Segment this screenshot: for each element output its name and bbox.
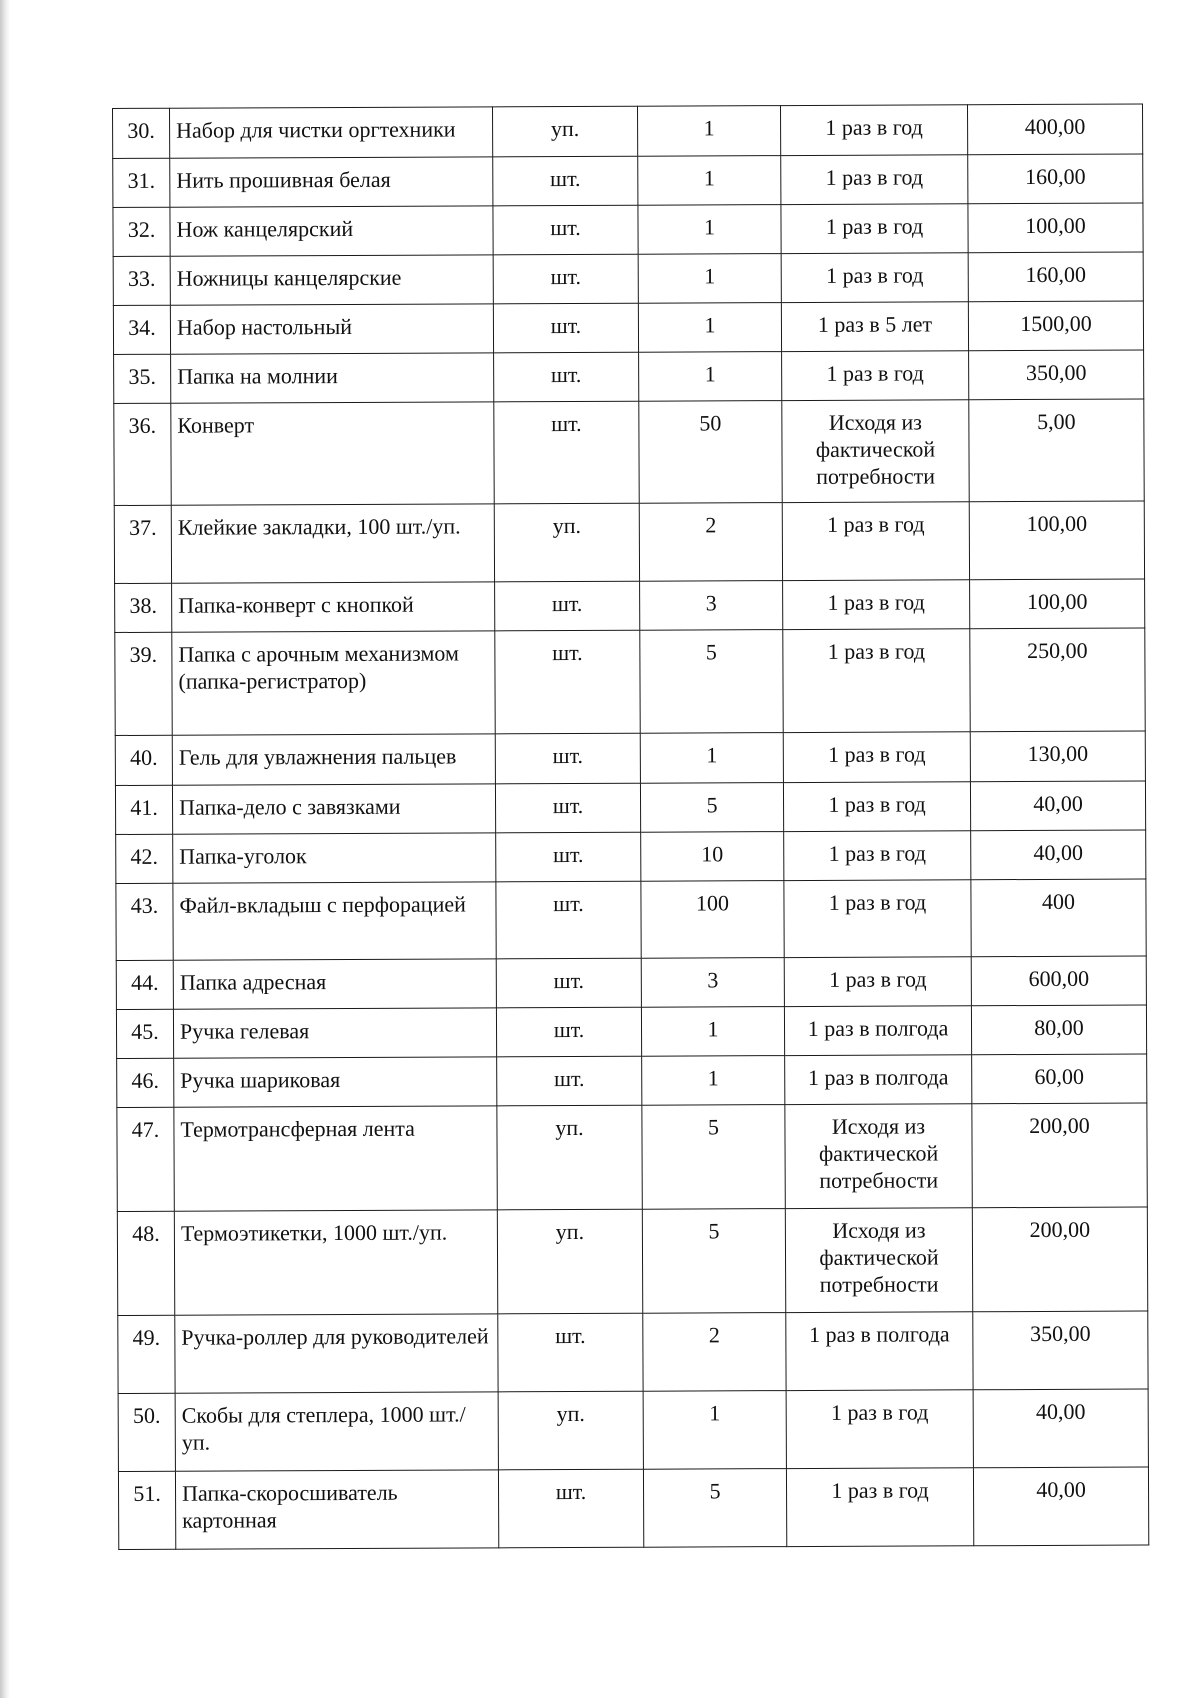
- row-number: 41.: [115, 785, 172, 834]
- unit-price: 60,00: [972, 1054, 1147, 1104]
- item-name: Папка-дело с завязками: [172, 784, 495, 834]
- unit-of-measure: шт.: [495, 630, 640, 734]
- replacement-frequency: 1 раз в год: [786, 1390, 973, 1469]
- row-number: 46.: [117, 1058, 174, 1107]
- replacement-frequency: 1 раз в год: [782, 502, 969, 581]
- item-name: Конверт: [171, 402, 494, 505]
- unit-of-measure: уп.: [494, 503, 639, 582]
- unit-of-measure: шт.: [496, 881, 641, 959]
- unit-of-measure: шт.: [495, 783, 640, 833]
- item-name: Ручка-роллер для руководителей: [175, 1314, 498, 1393]
- unit-price: 600,00: [971, 956, 1146, 1006]
- replacement-frequency: 1 раз в год: [780, 105, 967, 156]
- item-name: Нож канцелярский: [170, 206, 493, 256]
- replacement-frequency: Исходя из фактической потребности: [785, 1104, 972, 1209]
- item-name: Гель для увлажнения пальцев: [172, 734, 495, 785]
- item-name: Нить прошивная белая: [170, 157, 493, 207]
- table-row: [117, 1207, 1147, 1315]
- row-number: 45.: [116, 1009, 173, 1058]
- item-name: Папка с арочным механизмом (папка-регистратор): [172, 631, 495, 735]
- unit-price: 5,00: [969, 399, 1144, 502]
- table-row: [118, 1389, 1148, 1471]
- row-number: 34.: [113, 305, 170, 354]
- item-name: Ручка шариковая: [174, 1057, 497, 1107]
- unit-of-measure: шт.: [493, 205, 638, 255]
- table-row: [117, 1054, 1147, 1107]
- row-number: 44.: [116, 960, 173, 1009]
- row-number: 42.: [116, 834, 173, 883]
- replacement-frequency: 1 раз в год: [786, 1468, 973, 1547]
- scan-shadow-edge: [0, 0, 10, 1698]
- quantity: 3: [641, 958, 784, 1008]
- quantity: 2: [643, 1313, 786, 1392]
- replacement-frequency: Исходя из фактической потребности: [785, 1208, 972, 1313]
- replacement-frequency: 1 раз в полгода: [785, 1055, 972, 1105]
- replacement-frequency: 1 раз в год: [781, 204, 968, 254]
- row-number: 37.: [114, 505, 171, 583]
- unit-price: 40,00: [973, 1467, 1148, 1546]
- quantity: 1: [641, 1007, 784, 1057]
- unit-price: 350,00: [969, 350, 1144, 400]
- replacement-frequency: 1 раз в год: [781, 253, 968, 303]
- unit-of-measure: шт.: [498, 1469, 643, 1548]
- quantity: 100: [641, 881, 784, 959]
- quantity: 5: [640, 630, 783, 734]
- table-row: [113, 154, 1143, 207]
- unit-price: 40,00: [973, 1389, 1148, 1468]
- unit-price: 250,00: [970, 628, 1145, 732]
- quantity: 5: [642, 1209, 785, 1314]
- replacement-frequency: 1 раз в год: [783, 782, 970, 832]
- replacement-frequency: 1 раз в 5 лет: [781, 302, 968, 352]
- row-number: 35.: [114, 354, 171, 403]
- replacement-frequency: Исходя из фактической потребности: [782, 400, 969, 503]
- table-row: [116, 879, 1146, 960]
- item-name: Папка-скоросшиватель картонная: [175, 1470, 498, 1549]
- unit-price: 40,00: [971, 830, 1146, 880]
- table-row: [113, 104, 1143, 158]
- unit-of-measure: шт.: [493, 156, 638, 206]
- supplies-table-body: [113, 104, 1149, 1549]
- unit-price: 1500,00: [968, 301, 1143, 351]
- quantity: 50: [639, 401, 782, 504]
- unit-price: 200,00: [972, 1103, 1147, 1208]
- row-number: 31.: [113, 158, 170, 207]
- unit-of-measure: шт.: [496, 958, 641, 1008]
- table-row: [115, 628, 1145, 735]
- replacement-frequency: 1 раз в год: [784, 831, 971, 881]
- unit-price: 80,00: [971, 1005, 1146, 1055]
- replacement-frequency: 1 раз в год: [784, 957, 971, 1007]
- unit-price: 130,00: [970, 731, 1145, 782]
- unit-price: 100,00: [970, 579, 1145, 629]
- unit-of-measure: шт.: [493, 254, 638, 304]
- item-name: Файл-вкладыш с перфорацией: [173, 882, 496, 960]
- table-row: [117, 1103, 1147, 1211]
- row-number: 33.: [113, 256, 170, 305]
- unit-price: 40,00: [970, 781, 1145, 831]
- quantity: 1: [638, 254, 781, 304]
- item-name: Ножницы канцелярские: [170, 255, 493, 305]
- unit-of-measure: уп.: [492, 106, 637, 157]
- table-row: [115, 781, 1145, 834]
- unit-price: 100,00: [969, 501, 1144, 580]
- supplies-table: [112, 104, 1149, 1550]
- item-name: Клейкие закладки, 100 шт./уп.: [171, 504, 494, 583]
- table-row: [118, 1467, 1148, 1549]
- row-number: 51.: [118, 1471, 175, 1549]
- quantity: 5: [643, 1469, 786, 1548]
- quantity: 10: [641, 832, 784, 882]
- unit-price: 350,00: [973, 1311, 1148, 1390]
- unit-of-measure: шт.: [498, 1313, 643, 1392]
- replacement-frequency: 1 раз в год: [782, 351, 969, 401]
- row-number: 50.: [118, 1393, 175, 1471]
- quantity: 1: [642, 1056, 785, 1106]
- quantity: 5: [640, 783, 783, 833]
- unit-of-measure: уп.: [497, 1105, 642, 1210]
- unit-of-measure: шт.: [494, 401, 639, 504]
- quantity: 1: [639, 352, 782, 402]
- table-row: [118, 1311, 1148, 1393]
- table-row: [113, 203, 1143, 256]
- table-row: [113, 252, 1143, 305]
- quantity: 3: [640, 581, 783, 631]
- replacement-frequency: 1 раз в полгода: [784, 1006, 971, 1056]
- replacement-frequency: 1 раз в полгода: [786, 1312, 973, 1391]
- item-name: Ручка гелевая: [173, 1008, 496, 1058]
- table-row: [116, 1005, 1146, 1058]
- row-number: 48.: [117, 1211, 174, 1315]
- item-name: Набор для чистки оргтехники: [170, 107, 493, 158]
- unit-of-measure: шт.: [495, 581, 640, 631]
- replacement-frequency: 1 раз в год: [783, 629, 970, 733]
- unit-of-measure: шт.: [493, 303, 638, 353]
- quantity: 1: [643, 1391, 786, 1470]
- item-name: Термоэтикетки, 1000 шт./уп.: [174, 1210, 497, 1315]
- unit-price: 160,00: [968, 252, 1143, 302]
- row-number: 40.: [115, 735, 172, 785]
- table-row: [114, 399, 1144, 505]
- unit-of-measure: уп.: [498, 1391, 643, 1470]
- row-number: 47.: [117, 1107, 174, 1211]
- quantity: 1: [638, 156, 781, 206]
- quantity: 2: [639, 503, 782, 582]
- table-row: [113, 301, 1143, 354]
- table-row: [116, 830, 1146, 883]
- unit-of-measure: шт.: [496, 832, 641, 882]
- item-name: Скобы для степлера, 1000 шт./уп.: [175, 1392, 498, 1471]
- quantity: 1: [637, 106, 780, 157]
- replacement-frequency: 1 раз в год: [783, 580, 970, 630]
- item-name: Папка на молнии: [171, 353, 494, 403]
- quantity: 1: [638, 205, 781, 255]
- row-number: 38.: [115, 583, 172, 632]
- row-number: 36.: [114, 403, 171, 505]
- quantity: 1: [640, 733, 783, 784]
- unit-price: 160,00: [968, 154, 1143, 204]
- unit-of-measure: шт.: [494, 352, 639, 402]
- unit-of-measure: шт.: [495, 733, 640, 784]
- unit-of-measure: шт.: [496, 1007, 641, 1057]
- document-page: [112, 104, 1148, 1550]
- item-name: Папка-конверт с кнопкой: [172, 582, 495, 632]
- quantity: 1: [638, 303, 781, 353]
- replacement-frequency: 1 раз в год: [784, 880, 971, 958]
- quantity: 5: [642, 1105, 785, 1210]
- unit-price: 200,00: [972, 1207, 1147, 1312]
- table-row: [114, 501, 1144, 583]
- unit-price: 400,00: [967, 104, 1142, 155]
- row-number: 32.: [113, 207, 170, 256]
- unit-of-measure: уп.: [497, 1209, 642, 1314]
- row-number: 43.: [116, 883, 173, 960]
- row-number: 49.: [118, 1315, 175, 1393]
- table-row: [114, 350, 1144, 403]
- replacement-frequency: 1 раз в год: [783, 732, 970, 783]
- item-name: Термотрансферная лента: [174, 1106, 497, 1211]
- item-name: Папка адресная: [173, 959, 496, 1009]
- unit-of-measure: шт.: [497, 1056, 642, 1106]
- table-row: [115, 731, 1145, 785]
- item-name: Папка-уголок: [173, 833, 496, 883]
- table-row: [115, 579, 1145, 632]
- table-row: [116, 956, 1146, 1009]
- replacement-frequency: 1 раз в год: [781, 155, 968, 205]
- unit-price: 400: [971, 879, 1146, 957]
- unit-price: 100,00: [968, 203, 1143, 253]
- row-number: 39.: [115, 632, 172, 735]
- item-name: Набор настольный: [170, 304, 493, 354]
- row-number: 30.: [113, 108, 170, 158]
